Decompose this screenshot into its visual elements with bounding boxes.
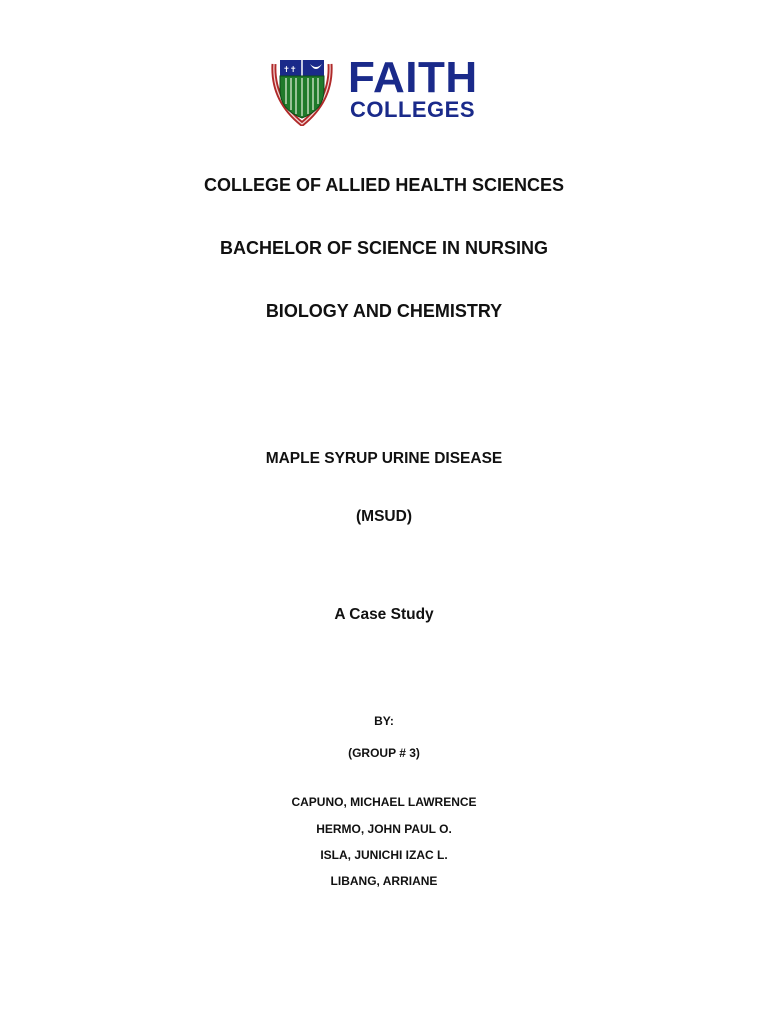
subject-heading: BIOLOGY AND CHEMISTRY — [265, 301, 503, 321]
college-seal-icon — [268, 54, 336, 126]
faith-colleges-logo — [268, 54, 508, 130]
logo-name-line2: COLLEGES — [350, 97, 476, 122]
logo-name-line1: FAITH — [348, 53, 478, 102]
svg-text:✝✝: ✝✝ — [283, 65, 297, 74]
by-label: BY: — [374, 714, 394, 728]
group-label: (GROUP # 3) — [348, 746, 420, 760]
topic-abbreviation: (MSUD) — [356, 508, 412, 525]
author-name: ISLA, JUNICHI IZAC L. — [320, 848, 448, 862]
logo-wordmark — [348, 53, 508, 124]
author-name: HERMO, JOHN PAUL O. — [316, 822, 452, 836]
document-kind: A Case Study — [334, 606, 434, 623]
program-heading: BACHELOR OF SCIENCE IN NURSING — [219, 238, 549, 258]
author-name: CAPUNO, MICHAEL LAWRENCE — [291, 795, 477, 809]
author-name: LIBANG, ARRIANE — [330, 874, 438, 888]
college-heading: COLLEGE OF ALLIED HEALTH SCIENCES — [203, 175, 564, 195]
topic-title: MAPLE SYRUP URINE DISEASE — [265, 450, 503, 467]
